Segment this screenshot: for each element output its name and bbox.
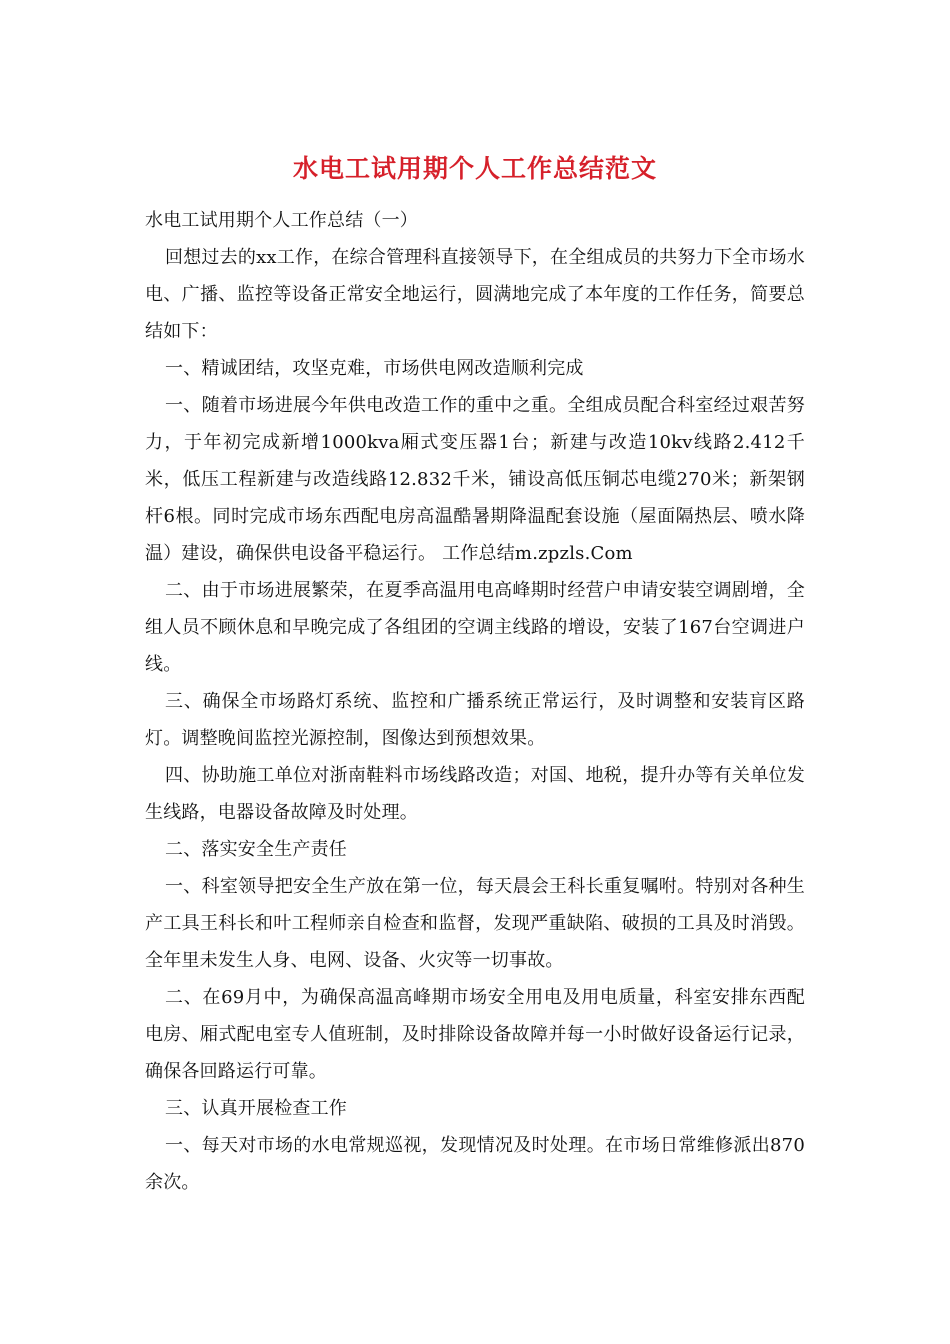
section-subtitle: 水电工试用期个人工作总结（一） [145, 210, 418, 231]
paragraph: 三、认真开展检查工作 [165, 1098, 347, 1119]
paragraph-list [145, 202, 805, 1201]
paragraph: 二、落实安全生产责任 [165, 839, 347, 860]
paragraph: 一、科室领导把安全生产放在第一位，每天晨会王科长重复嘱咐。特别对各种生产工具王科长和叶工程师亲自检查和监督，发现严重缺陷、破损的工具及时消毁。全年里未发生人身、电网、设备、火灾等一切事故。 [145, 876, 805, 971]
document-title: 水电工试用期个人工作总结范文 [292, 154, 657, 183]
paragraph: 回想过去的xx工作，在综合管理科直接领导下，在全组成员的共努力下全市场水电、广播、监控等设备正常安全地运行，圆满地完成了本年度的工作任务，简要总结如下： [145, 247, 805, 342]
paragraph: 一、随着市场进展今年供电改造工作的重中之重。全组成员配合科室经过艰苦努力，于年初完成新增1000kva厢式变压器1台；新建与改造10kv线路2.412千米，低压工程新建与改造线路12.832千米，铺设高低压铜芯电缆270米；新架钢杆6根。同时完成市场东西配电房高温酷暑期降温配套设施（屋面隔热层、喷水降温）建设，确保供电设备平稳运行。 工作总结m.zpzls.Com [145, 395, 805, 564]
paragraph: 一、精诚团结，攻坚克难，市场供电网改造顺利完成 [165, 358, 584, 379]
document-body [145, 150, 805, 1201]
paragraph: 三、确保全市场路灯系统、监控和广播系统正常运行，及时调整和安装肓区路灯。调整晚间监控光源控制，图像达到预想效果。 [145, 691, 805, 749]
paragraph: 二、由于市场进展繁荣，在夏季高温用电高峰期时经营户申请安装空调剧增，全组人员不顾休息和早晚完成了各组团的空调主线路的增设，安装了167台空调进户线。 [145, 580, 805, 675]
paragraph: 一、每天对市场的水电常规巡视，发现情况及时处理。在市场日常维修派出870余次。 [145, 1135, 805, 1193]
paragraph: 四、协助施工单位对浙南鞋料市场线路改造；对国、地税，提升办等有关单位发生线路，电器设备故障及时处理。 [145, 765, 805, 823]
paragraph: 二、在69月中，为确保高温高峰期市场安全用电及用电质量，科室安排东西配电房、厢式配电室专人值班制，及时排除设备故障并每一小时做好设备运行记录，确保各回路运行可靠。 [145, 987, 805, 1082]
